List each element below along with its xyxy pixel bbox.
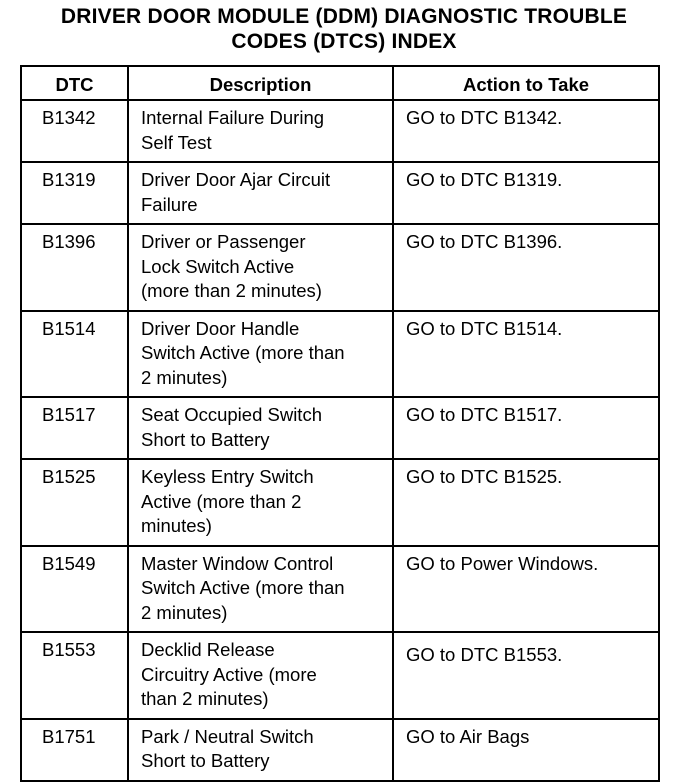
description-line: Active (more than 2 — [141, 490, 302, 512]
dtc-action: GO to DTC B1319. — [393, 162, 659, 224]
dtc-index-table — [20, 65, 660, 782]
table-row — [21, 719, 659, 781]
description-line: Internal Failure During — [141, 107, 325, 128]
table-row — [21, 224, 659, 311]
dtc-description — [128, 546, 393, 633]
table-row — [21, 100, 659, 162]
dtc-action: GO to DTC B1396. — [393, 224, 659, 311]
description-line: Driver or Passenger — [141, 231, 306, 252]
description-line: minutes) — [141, 515, 212, 536]
title-line-1: DRIVER DOOR MODULE (DDM) DIAGNOSTIC TROUBLE — [60, 5, 628, 28]
table-header-row — [21, 66, 659, 100]
dtc-action: GO to DTC B1517. — [393, 397, 659, 459]
table-row — [21, 632, 659, 719]
table-row — [21, 311, 659, 398]
dtc-code: B1319 — [21, 162, 128, 224]
description-line: 2 minutes) — [141, 601, 228, 623]
dtc-action: GO to DTC B1553. — [393, 632, 659, 719]
description-line: Switch Active (more than — [141, 577, 345, 598]
dtc-code: B1553 — [21, 632, 128, 719]
dtc-description — [128, 224, 393, 311]
description-line: than 2 minutes) — [141, 688, 269, 709]
dtc-code: B1514 — [21, 311, 128, 398]
dtc-description — [128, 100, 393, 162]
description-line: 2 minutes) — [141, 366, 228, 388]
dtc-code: B1396 — [21, 224, 128, 311]
dtc-description — [128, 632, 393, 719]
dtc-description — [128, 459, 393, 546]
dtc-description — [128, 397, 393, 459]
dtc-code: B1549 — [21, 546, 128, 633]
table-row — [21, 546, 659, 633]
table-row — [21, 162, 659, 224]
dtc-code: B1342 — [21, 100, 128, 162]
dtc-code: B1517 — [21, 397, 128, 459]
description-line: Driver Door Ajar Circuit — [141, 169, 331, 190]
table-row — [21, 397, 659, 459]
dtc-action: GO to DTC B1514. — [393, 311, 659, 398]
page-title — [0, 4, 688, 54]
description-line: Short to Battery — [141, 428, 270, 450]
description-line: Seat Occupied Switch — [141, 404, 322, 425]
description-line: Circuitry Active (more — [141, 663, 317, 685]
table-row — [21, 459, 659, 546]
description-line: Driver Door Handle — [141, 317, 300, 339]
header-dtc: DTC — [21, 66, 128, 100]
dtc-action: GO to DTC B1342. — [393, 100, 659, 162]
dtc-description — [128, 162, 393, 224]
dtc-action: GO to Air Bags — [393, 719, 659, 781]
description-line: Master Window Control — [141, 552, 334, 574]
description-line: Switch Active (more than — [141, 342, 345, 363]
header-action: Action to Take — [393, 66, 659, 100]
description-line: Failure — [141, 193, 198, 215]
description-line: Short to Battery — [141, 750, 270, 771]
dtc-action: GO to Power Windows. — [393, 546, 659, 633]
dtc-description — [128, 311, 393, 398]
title-line-2: CODES (DTCS) INDEX — [231, 30, 457, 53]
dtc-description — [128, 719, 393, 781]
header-description: Description — [128, 66, 393, 100]
dtc-code: B1525 — [21, 459, 128, 546]
description-line: Self Test — [141, 131, 212, 153]
description-line: Decklid Release — [141, 639, 275, 660]
dtc-action: GO to DTC B1525. — [393, 459, 659, 546]
description-line: (more than 2 minutes) — [141, 280, 322, 301]
dtc-code: B1751 — [21, 719, 128, 781]
description-line: Keyless Entry Switch — [141, 466, 314, 487]
description-line: Park / Neutral Switch — [141, 725, 314, 747]
description-line: Lock Switch Active — [141, 255, 295, 277]
